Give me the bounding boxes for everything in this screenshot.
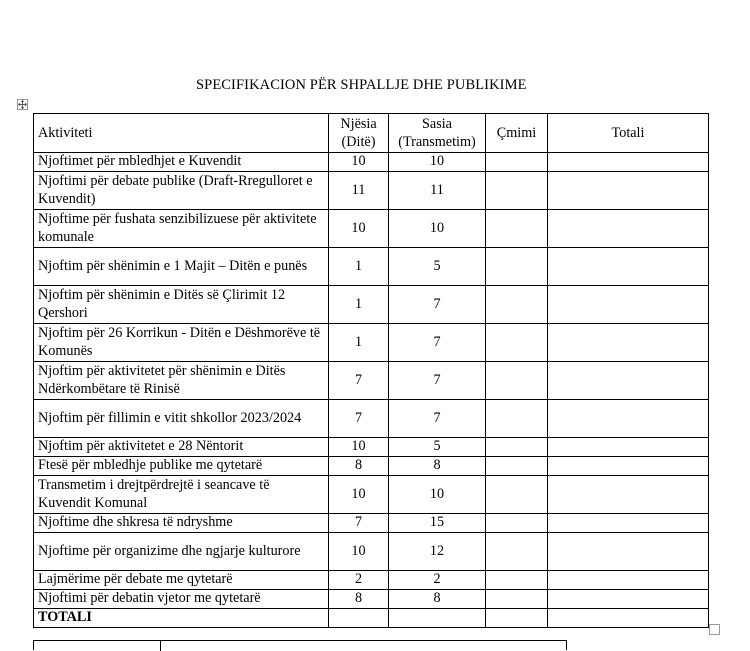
next-table-edge	[33, 640, 567, 650]
cell-price	[486, 533, 548, 571]
cell-price	[486, 514, 548, 533]
cell-activity: Njoftimi për debate publike (Draft-Rregulloret e Kuvendit)	[34, 172, 329, 210]
cell-activity: Njoftimi për debatin vjetor me qytetarë	[34, 590, 329, 609]
cell-activity: Njoftime për fushata senzibilizuese për aktivitete komunale	[34, 210, 329, 248]
cell-unit: 10	[329, 438, 389, 457]
cell-total	[548, 590, 709, 609]
table-row	[34, 533, 709, 571]
cell-quantity: 10	[389, 153, 486, 172]
cell-quantity: 7	[389, 324, 486, 362]
cell-unit: 8	[329, 590, 389, 609]
cell-quantity: 7	[389, 286, 486, 324]
cell-quantity: 7	[389, 362, 486, 400]
table-header-row	[34, 114, 709, 153]
cell-quantity: 12	[389, 533, 486, 571]
cell-unit: 7	[329, 362, 389, 400]
cell-quantity: 10	[389, 210, 486, 248]
cell-price	[486, 476, 548, 514]
cell-unit: 7	[329, 514, 389, 533]
cell-quantity: 8	[389, 590, 486, 609]
cell-unit: 1	[329, 248, 389, 286]
cell-activity: Lajmërime për debate me qytetarë	[34, 571, 329, 590]
cell-activity: Njoftim për shënimin e 1 Majit – Ditën e punës	[34, 248, 329, 286]
cell-total	[548, 438, 709, 457]
header-activity: Aktiviteti	[34, 114, 329, 153]
cell-quantity: 5	[389, 438, 486, 457]
cell-price	[486, 457, 548, 476]
total-label: TOTALI	[34, 609, 329, 628]
cell-total	[548, 400, 709, 438]
cell-activity: Njoftime dhe shkresa të ndryshme	[34, 514, 329, 533]
cell-total	[548, 286, 709, 324]
table-row	[34, 476, 709, 514]
table-row	[34, 324, 709, 362]
table-row	[34, 172, 709, 210]
cell-price	[486, 590, 548, 609]
cell-price	[486, 324, 548, 362]
cell-unit: 10	[329, 476, 389, 514]
cell-total	[548, 362, 709, 400]
cell-activity: Ftesë për mbledhje publike me qytetarë	[34, 457, 329, 476]
cell-activity: Transmetim i drejtpërdrejtë i seancave të Kuvendit Komunal	[34, 476, 329, 514]
cell-price	[486, 362, 548, 400]
cell-unit: 11	[329, 172, 389, 210]
cell-unit: 10	[329, 153, 389, 172]
cell-unit: 8	[329, 457, 389, 476]
cell-quantity: 15	[389, 514, 486, 533]
cell-quantity: 7	[389, 400, 486, 438]
total-price-cell	[486, 609, 548, 628]
cell-price	[486, 571, 548, 590]
cell-total	[548, 210, 709, 248]
table-move-handle-icon[interactable]	[17, 99, 28, 110]
table-row	[34, 438, 709, 457]
header-total: Totali	[548, 114, 709, 153]
header-quantity-line2: (Transmetim)	[398, 134, 476, 150]
cell-activity: Njoftim për aktivitetet për shënimin e Ditës Ndërkombëtare të Rinisë	[34, 362, 329, 400]
cell-quantity: 5	[389, 248, 486, 286]
cell-activity: Njoftim për fillimin e vitit shkollor 2023/2024	[34, 400, 329, 438]
total-total-cell	[548, 609, 709, 628]
cell-unit: 10	[329, 533, 389, 571]
cell-quantity: 2	[389, 571, 486, 590]
cell-total	[548, 153, 709, 172]
cell-price	[486, 438, 548, 457]
cell-quantity: 11	[389, 172, 486, 210]
cell-price	[486, 400, 548, 438]
cell-price	[486, 153, 548, 172]
cell-total	[548, 248, 709, 286]
header-unit-line2: (Ditë)	[341, 134, 376, 150]
table-row	[34, 210, 709, 248]
cell-total	[548, 514, 709, 533]
cell-activity: Njoftime për organizime dhe ngjarje kulturore	[34, 533, 329, 571]
table-resize-handle-icon[interactable]	[709, 624, 720, 635]
cell-unit: 1	[329, 286, 389, 324]
cell-quantity: 8	[389, 457, 486, 476]
cell-total	[548, 457, 709, 476]
table-row	[34, 514, 709, 533]
cell-activity: Njoftim për 26 Korrikun - Ditën e Dëshmorëve të Komunës	[34, 324, 329, 362]
header-quantity	[389, 114, 486, 153]
cell-total	[548, 533, 709, 571]
cell-activity: Njoftim për aktivitetet e 28 Nëntorit	[34, 438, 329, 457]
cell-unit: 2	[329, 571, 389, 590]
total-row	[34, 609, 709, 628]
cell-activity: Njoftimet për mbledhjet e Kuvendit	[34, 153, 329, 172]
header-unit-line1: Njësia	[340, 116, 377, 133]
cell-total	[548, 324, 709, 362]
table-row	[34, 590, 709, 609]
cell-unit: 7	[329, 400, 389, 438]
specification-table	[33, 113, 709, 628]
cell-total	[548, 172, 709, 210]
cell-total	[548, 476, 709, 514]
header-price: Çmimi	[486, 114, 548, 153]
table-row	[34, 571, 709, 590]
cell-unit: 10	[329, 210, 389, 248]
page-title: SPECIFIKACION PËR SHPALLJE DHE PUBLIKIME	[196, 77, 527, 93]
total-quantity-cell	[389, 609, 486, 628]
table-row	[34, 153, 709, 172]
table-row	[34, 248, 709, 286]
cell-price	[486, 210, 548, 248]
table-row	[34, 457, 709, 476]
cell-price	[486, 286, 548, 324]
cell-activity: Njoftim për shënimin e Ditës së Çlirimit 12 Qershori	[34, 286, 329, 324]
cell-price	[486, 172, 548, 210]
cell-price	[486, 248, 548, 286]
table-row	[34, 400, 709, 438]
cell-quantity: 10	[389, 476, 486, 514]
header-unit	[329, 114, 389, 153]
total-unit-cell	[329, 609, 389, 628]
cell-unit: 1	[329, 324, 389, 362]
header-quantity-line1: Sasia	[422, 116, 452, 133]
table-row	[34, 362, 709, 400]
table-row	[34, 286, 709, 324]
cell-total	[548, 571, 709, 590]
next-table-divider	[160, 641, 161, 651]
